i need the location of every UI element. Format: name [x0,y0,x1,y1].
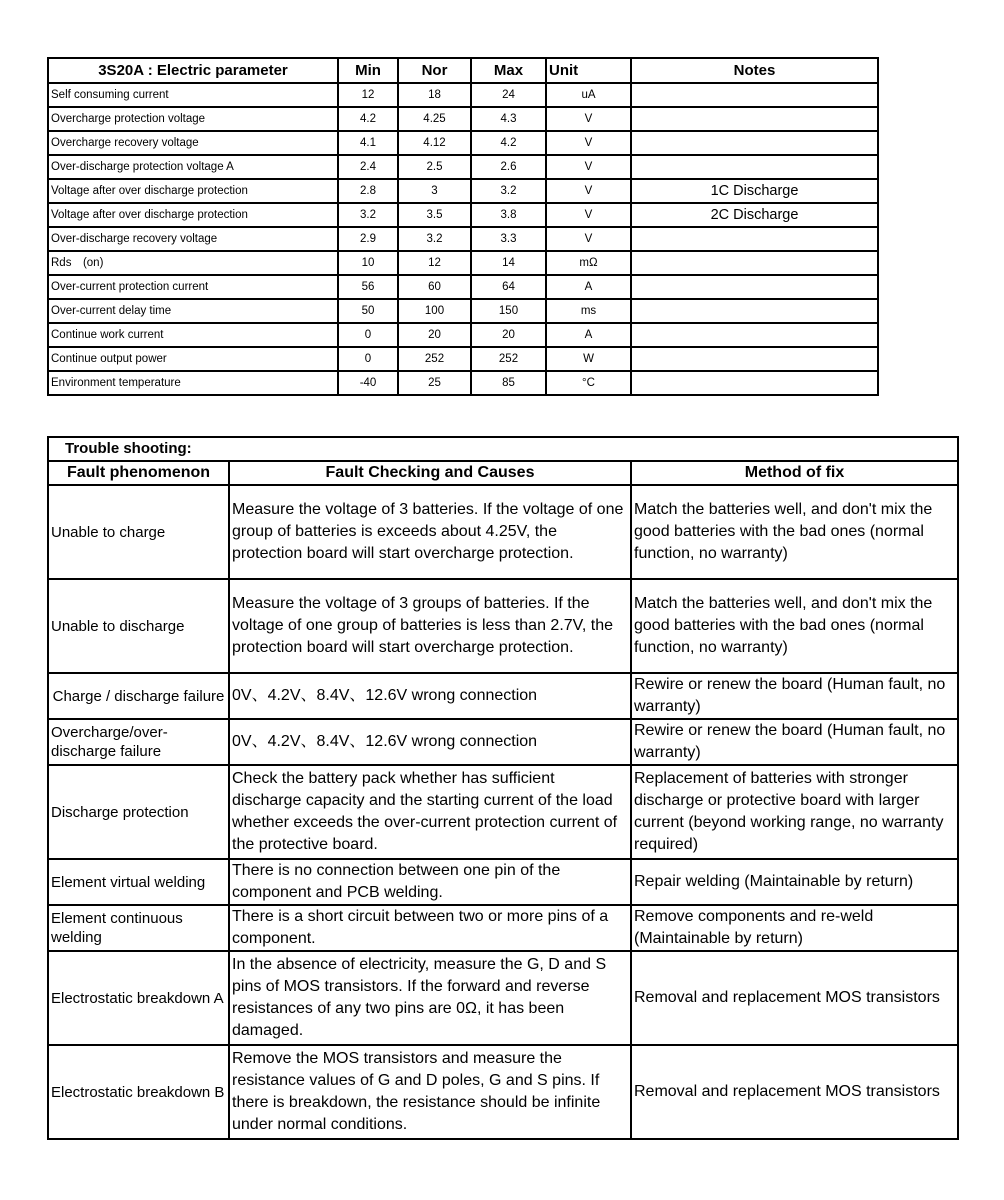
fix-cell: Remove components and re-weld (Maintainable by return) [631,905,958,951]
fix-cell: Removal and replacement MOS transistors [631,1045,958,1139]
param-unit-cell: °C [546,371,631,395]
cause-cell: There is a short circuit between two or more pins of a component. [229,905,631,951]
param-max-cell: 14 [471,251,546,275]
col-header-fix: Method of fix [631,461,958,485]
fault-cell: Charge / discharge failure [48,673,229,719]
param-nor-cell: 3.2 [398,227,471,251]
fault-cell: Discharge protection [48,765,229,859]
col-header-nor: Nor [398,58,471,83]
param-max-cell: 150 [471,299,546,323]
param-name-cell: Voltage after over discharge protection [48,179,338,203]
fix-cell: Rewire or renew the board (Human fault, no warranty) [631,673,958,719]
param-nor-cell: 100 [398,299,471,323]
table-row [48,227,878,251]
param-notes-cell [631,83,878,107]
param-min-cell: 2.9 [338,227,398,251]
fault-cell: Electrostatic breakdown A [48,951,229,1045]
param-max-cell: 252 [471,347,546,371]
param-name-cell: Overcharge recovery voltage [48,131,338,155]
cause-cell: 0V、4.2V、8.4V、12.6V wrong connection [229,719,631,765]
param-name-cell: Continue work current [48,323,338,347]
param-name-cell: Over-current delay time [48,299,338,323]
param-min-cell: 10 [338,251,398,275]
param-max-cell: 3.8 [471,203,546,227]
table-row [48,951,958,1045]
table-row [48,323,878,347]
param-name-cell: Environment temperature [48,371,338,395]
table-row [48,275,878,299]
table-row [48,579,958,673]
param-min-cell: 12 [338,83,398,107]
trouble-title-row [48,437,958,461]
table-row [48,299,878,323]
col-header-unit: Unit [546,58,631,83]
col-header-cause: Fault Checking and Causes [229,461,631,485]
param-name-cell: Over-discharge protection voltage A [48,155,338,179]
col-header-notes: Notes [631,58,878,83]
table-row [48,251,878,275]
param-notes-cell [631,347,878,371]
param-min-cell: 56 [338,275,398,299]
param-notes-cell [631,275,878,299]
param-name-cell: Self consuming current [48,83,338,107]
param-unit-cell: W [546,347,631,371]
table-row [48,485,958,579]
param-name-cell: Rds (on) [48,251,338,275]
table-row [48,203,878,227]
param-min-cell: 2.4 [338,155,398,179]
fault-cell: Element continuous welding [48,905,229,951]
param-max-cell: 85 [471,371,546,395]
param-unit-cell: V [546,155,631,179]
param-name-cell: Continue output power [48,347,338,371]
param-min-cell: 0 [338,323,398,347]
table-row [48,131,878,155]
fix-cell: Match the batteries well, and don't mix the good batteries with the bad ones (normal function, no warranty) [631,485,958,579]
param-notes-cell [631,227,878,251]
param-min-cell: 4.1 [338,131,398,155]
param-notes-cell [631,251,878,275]
trouble-shooting-table [47,436,959,1140]
param-unit-cell: V [546,179,631,203]
param-min-cell: 3.2 [338,203,398,227]
param-header-row [48,58,878,83]
param-min-cell: 0 [338,347,398,371]
param-table-title: 3S20A : Electric parameter [48,58,338,83]
fault-cell: Element virtual welding [48,859,229,905]
fault-cell: Unable to discharge [48,579,229,673]
trouble-table-body [48,485,958,1139]
param-nor-cell: 3.5 [398,203,471,227]
cause-cell: There is no connection between one pin of the component and PCB welding. [229,859,631,905]
table-row [48,155,878,179]
cause-cell: Remove the MOS transistors and measure the resistance values of G and D poles, G and S pins. If there is breakdown, the resistance should be infinite under normal conditions. [229,1045,631,1139]
param-unit-cell: uA [546,83,631,107]
param-min-cell: 2.8 [338,179,398,203]
param-name-cell: Over-current protection current [48,275,338,299]
table-row [48,719,958,765]
param-unit-cell: V [546,131,631,155]
table-row [48,371,878,395]
fault-cell: Electrostatic breakdown B [48,1045,229,1139]
param-name-cell: Over-discharge recovery voltage [48,227,338,251]
fault-cell: Unable to charge [48,485,229,579]
col-header-max: Max [471,58,546,83]
param-min-cell: 4.2 [338,107,398,131]
table-row [48,179,878,203]
param-max-cell: 4.3 [471,107,546,131]
param-nor-cell: 60 [398,275,471,299]
param-notes-cell [631,107,878,131]
param-nor-cell: 18 [398,83,471,107]
table-row [48,107,878,131]
cause-cell: In the absence of electricity, measure the G, D and S pins of MOS transistors. If the forward and reverse resistances of any two pins are 0Ω, it has been damaged. [229,951,631,1045]
param-unit-cell: V [546,107,631,131]
trouble-header-row [48,461,958,485]
param-unit-cell: A [546,275,631,299]
param-notes-cell: 2C Discharge [631,203,878,227]
param-min-cell: 50 [338,299,398,323]
param-unit-cell: A [546,323,631,347]
param-nor-cell: 4.25 [398,107,471,131]
param-notes-cell [631,323,878,347]
fix-cell: Match the batteries well, and don't mix the good batteries with the bad ones (normal function, no warranty) [631,579,958,673]
trouble-table-title: Trouble shooting: [48,437,958,461]
param-max-cell: 64 [471,275,546,299]
param-nor-cell: 25 [398,371,471,395]
param-unit-cell: mΩ [546,251,631,275]
param-max-cell: 24 [471,83,546,107]
param-max-cell: 4.2 [471,131,546,155]
param-notes-cell [631,371,878,395]
param-name-cell: Overcharge protection voltage [48,107,338,131]
param-min-cell: -40 [338,371,398,395]
param-unit-cell: V [546,227,631,251]
param-nor-cell: 12 [398,251,471,275]
fix-cell: Removal and replacement MOS transistors [631,951,958,1045]
param-nor-cell: 252 [398,347,471,371]
table-row [48,905,958,951]
param-max-cell: 20 [471,323,546,347]
col-header-fault: Fault phenomenon [48,461,229,485]
table-row [48,83,878,107]
param-nor-cell: 20 [398,323,471,347]
cause-cell: Measure the voltage of 3 batteries. If the voltage of one group of batteries is exceeds about 4.25V, the protection board will start overcharge protection. [229,485,631,579]
fix-cell: Repair welding (Maintainable by return) [631,859,958,905]
table-row [48,673,958,719]
table-row [48,859,958,905]
param-table-body [48,83,878,395]
param-nor-cell: 2.5 [398,155,471,179]
param-notes-cell [631,155,878,179]
param-name-cell: Voltage after over discharge protection [48,203,338,227]
param-unit-cell: V [546,203,631,227]
param-unit-cell: ms [546,299,631,323]
param-max-cell: 2.6 [471,155,546,179]
fix-cell: Replacement of batteries with stronger discharge or protective board with larger current (beyond working range, no warranty required) [631,765,958,859]
cause-cell: 0V、4.2V、8.4V、12.6V wrong connection [229,673,631,719]
electric-parameter-table [47,57,879,396]
param-nor-cell: 3 [398,179,471,203]
param-max-cell: 3.2 [471,179,546,203]
cause-cell: Measure the voltage of 3 groups of batteries. If the voltage of one group of batteries is less than 2.7V, the protection board will start overcharge protection. [229,579,631,673]
param-max-cell: 3.3 [471,227,546,251]
table-row [48,1045,958,1139]
cause-cell: Check the battery pack whether has sufficient discharge capacity and the starting current of the load whether exceeds the over-current protection current of the protective board. [229,765,631,859]
param-notes-cell [631,299,878,323]
col-header-min: Min [338,58,398,83]
param-notes-cell: 1C Discharge [631,179,878,203]
table-row [48,765,958,859]
fault-cell: Overcharge/over-discharge failure [48,719,229,765]
table-row [48,347,878,371]
fix-cell: Rewire or renew the board (Human fault, no warranty) [631,719,958,765]
param-nor-cell: 4.12 [398,131,471,155]
param-notes-cell [631,131,878,155]
